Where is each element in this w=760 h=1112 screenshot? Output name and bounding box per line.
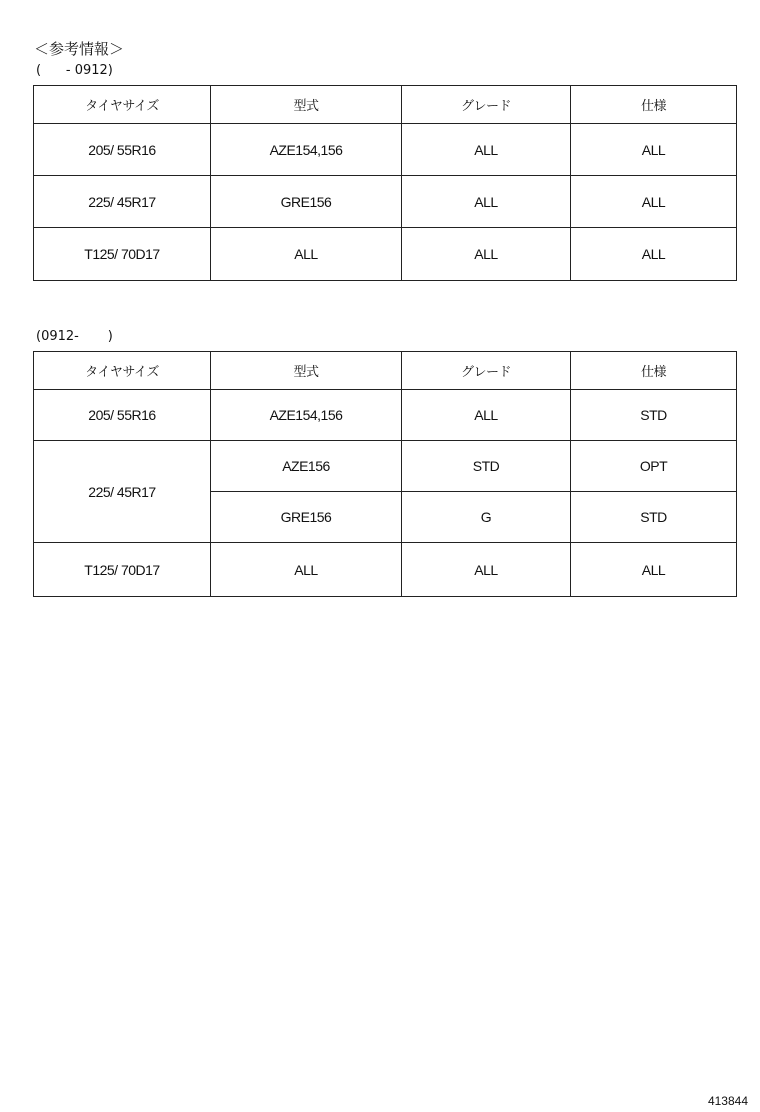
- cell-tire-size: T125/ 70D17: [34, 543, 211, 597]
- cell-model: GRE156: [211, 176, 402, 228]
- tire-spec-table-before-0912: [33, 85, 737, 281]
- reference-info-heading: ＜参考情報＞: [34, 40, 125, 58]
- cell-tire-size: 225/ 45R17: [34, 441, 211, 543]
- tire-spec-table-after-0912: [33, 351, 737, 597]
- cell-spec: ALL: [571, 543, 737, 597]
- cell-tire-size: 205/ 55R16: [34, 390, 211, 441]
- table-row: [34, 543, 737, 597]
- table2-period-range: (0912- ): [36, 329, 113, 344]
- cell-tire-size: 225/ 45R17: [34, 176, 211, 228]
- cell-model: AZE156: [211, 441, 402, 492]
- cell-model: GRE156: [211, 492, 402, 543]
- cell-grade: STD: [402, 441, 571, 492]
- table-row: [34, 124, 737, 176]
- header-model: 型式: [211, 86, 402, 124]
- cell-spec: OPT: [571, 441, 737, 492]
- cell-tire-size: 205/ 55R16: [34, 124, 211, 176]
- cell-grade: ALL: [402, 543, 571, 597]
- cell-model: AZE154,156: [211, 124, 402, 176]
- cell-model: ALL: [211, 543, 402, 597]
- cell-grade: ALL: [402, 124, 571, 176]
- cell-spec: ALL: [571, 228, 737, 281]
- header-spec: 仕様: [571, 352, 737, 390]
- cell-spec: STD: [571, 390, 737, 441]
- table-row: [34, 176, 737, 228]
- table-row: [34, 441, 737, 492]
- table-row: [34, 390, 737, 441]
- header-tire-size: タイヤサイズ: [34, 352, 211, 390]
- cell-grade: G: [402, 492, 571, 543]
- header-grade: グレード: [402, 352, 571, 390]
- cell-spec: STD: [571, 492, 737, 543]
- cell-grade: ALL: [402, 390, 571, 441]
- cell-model: ALL: [211, 228, 402, 281]
- cell-spec: ALL: [571, 176, 737, 228]
- header-model: 型式: [211, 352, 402, 390]
- cell-grade: ALL: [402, 228, 571, 281]
- header-grade: グレード: [402, 86, 571, 124]
- cell-model: AZE154,156: [211, 390, 402, 441]
- page-code: 413844: [707, 1094, 748, 1108]
- table-header-row: [34, 352, 737, 390]
- header-tire-size: タイヤサイズ: [34, 86, 211, 124]
- table-header-row: [34, 86, 737, 124]
- table1-period-range: ( - 0912): [36, 63, 113, 78]
- cell-spec: ALL: [571, 124, 737, 176]
- table-row: [34, 228, 737, 281]
- cell-tire-size: T125/ 70D17: [34, 228, 211, 281]
- cell-grade: ALL: [402, 176, 571, 228]
- header-spec: 仕様: [571, 86, 737, 124]
